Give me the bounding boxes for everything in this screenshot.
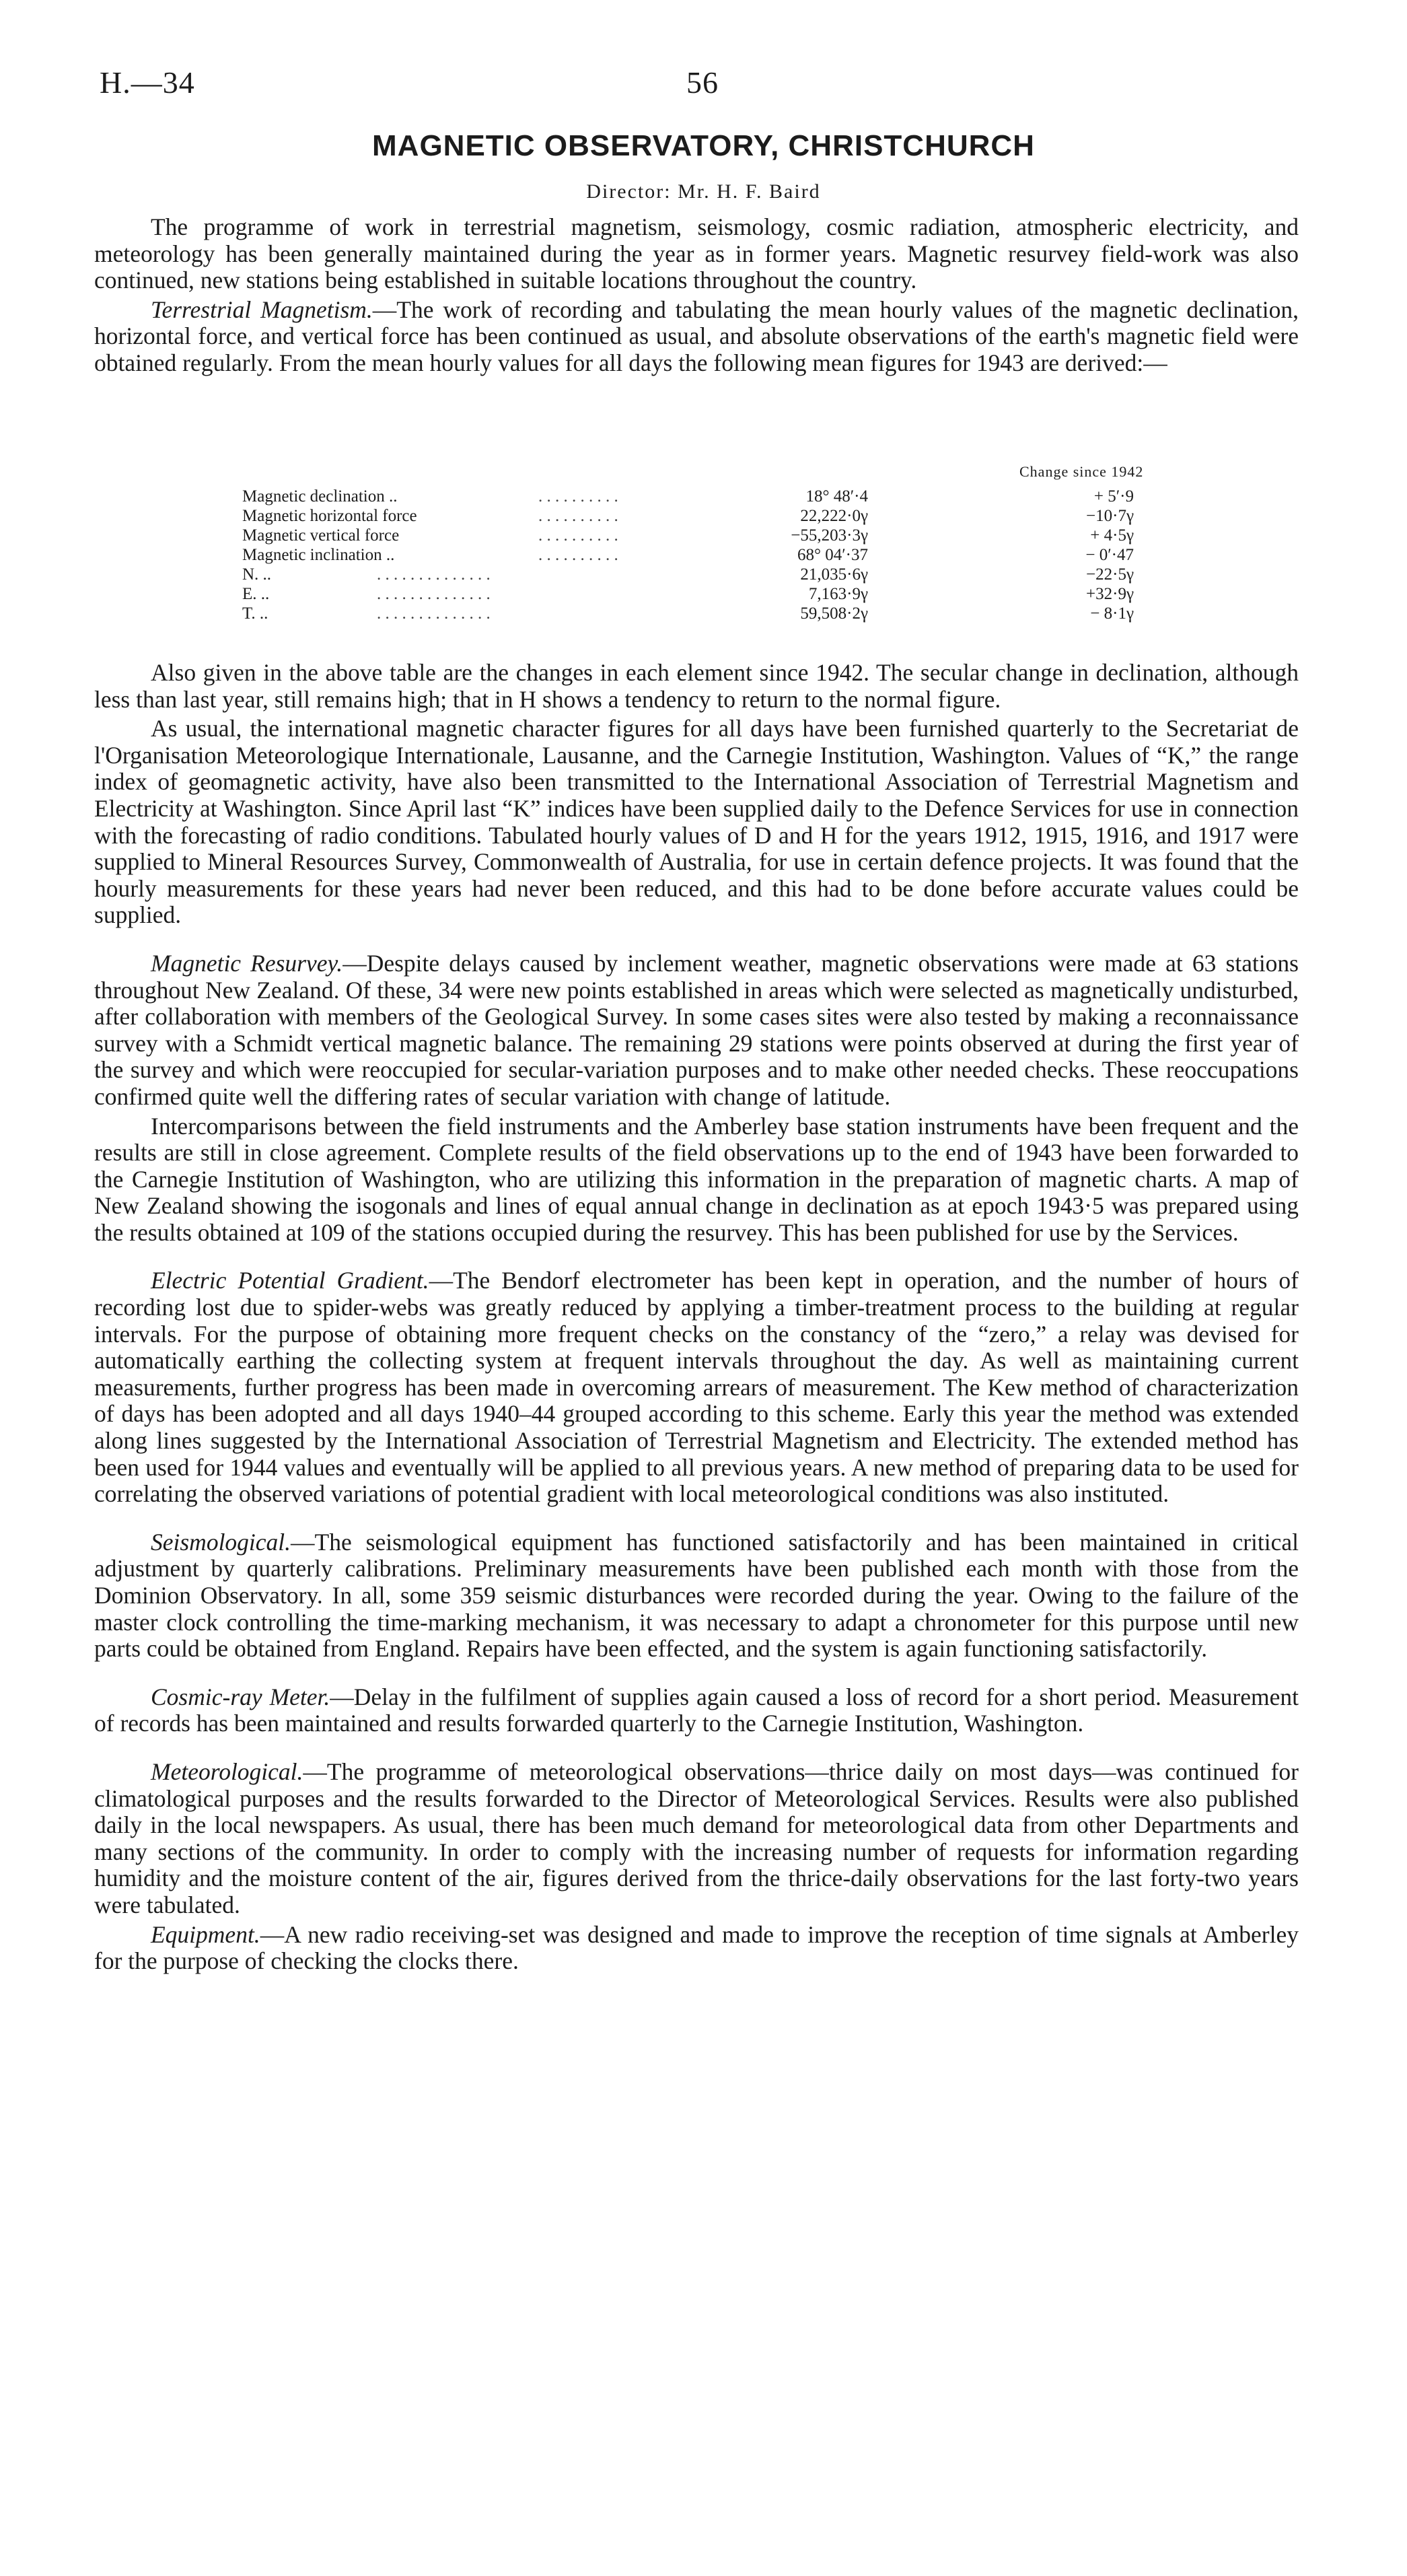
table-row [242,546,1204,565]
row-value: 22,222·0γ [800,507,868,525]
row-leader-dots: . . . . . . . . . . [538,507,618,525]
row-value: 68° 04′·37 [797,546,868,564]
row-value: 18° 48′·4 [805,487,868,506]
row-value: 21,035·6γ [800,565,868,584]
table-row [242,585,1204,604]
equipment-paragraph [94,1922,1299,1975]
row-label: Magnetic inclination .. [242,546,395,564]
electric-heading: Electric Potential Gradient. [151,1267,429,1294]
meteorological-paragraph [94,1759,1299,1919]
row-leader-dots: . . . . . . . . . . [538,487,618,506]
row-change: + 5′·9 [1093,487,1134,506]
electric-text: —The Bendorf electrometer has been kept in operation, and the number of hours of recording lost due to spider-webs was greatly reduced by applying a timber-treatment process to the building at regular intervals. For the purpose of obtaining more frequent checks on the constancy of the “zero,” a relay was devised for automatically earthing the collecting system at frequent intervals throughout the day. As well as maintaining current measurements, further progress has been made in overcoming arrears of measurement. The Kew method of characterization of days has been adopted and all days 1940–44 grouped according to this scheme. Early this year the method was extended along lines suggested by the International Association of Terrestrial Magnetism and Electricity. The extended method has been used for 1944 values and eventually will be applied to all previous years. A new method of preparing data to be used for correlating the observed variations of potential gradient with local meteorological conditions was also instituted. [94,1267,1299,1508]
row-label: N. .. [242,565,272,584]
row-change: −10·7γ [1086,507,1134,525]
equipment-text: —A new radio receiving-set was designed and made to improve the reception of time signals at Amberley for the purpose of checking the clocks there. [94,1920,1299,1975]
resurvey-heading: Magnetic Resurvey. [151,949,343,977]
row-leader-dots: . . . . . . . . . . . . . . [377,604,491,623]
table-row [242,507,1204,526]
table-row [242,526,1204,546]
row-leader-dots: . . . . . . . . . . [538,526,618,545]
intro-paragraph: The programme of work in terrestrial magnetism, seismology, cosmic radiation, atmospheric electricity, and meteorology has been generally maintained during the year as in former years. Magnetic resurvey field-work was also continued, new stations being established in suitable locations throughout the country. [94,213,1299,294]
table-row [242,604,1204,624]
character-figures-paragraph: As usual, the international magnetic character figures for all days have been furnished quarterly to the Secretariat de l'Organisation Meteorologique Internationale, Lausanne, and the Carnegie Institution, Washington. Values of “K,” the range index of geomagnetic activity, have also been transmitted to the International Association of Terrestrial Magnetism and Electricity at Washington. Since April last “K” indices have been supplied daily to the Defence Services for use in connection with the forecasting of radio conditions. Tabulated hourly values of D and H for the years 1912, 1915, 1916, and 1917 were supplied to Mineral Resources Survey, Commonwealth of Australia, for use in certain defence projects. It was found that the hourly measurements for these years had never been reduced, and this had to be done before accurate values could be supplied. [94,715,1299,929]
resurvey-paragraph [94,950,1299,1111]
electric-paragraph [94,1267,1299,1507]
table-row [242,487,1204,507]
page-number: 56 [686,65,719,100]
cosmic-ray-heading: Cosmic-ray Meter. [151,1683,330,1710]
meteorological-text: —The programme of meteorological observations—thrice daily on most days—was continued for climatological purposes and the results forwarded to the Director of Meteorological Services. Results were also published daily in the local newspapers. As usual, there has been much demand for meteorological data from other Departments and many sections of the community. In order to comply with the increasing number of requests for information regarding humidity and the moisture content of the air, figures derived from the thrice-daily observations for the last forty-two years were tabulated. [94,1757,1299,1918]
row-label: T. .. [242,604,268,623]
page-title: MAGNETIC OBSERVATORY, CHRISTCHURCH [372,129,1035,162]
row-value: 7,163·9γ [808,585,868,603]
row-leader-dots: . . . . . . . . . . . . . . [377,585,491,603]
terrestrial-text: —The work of recording and tabulating the mean hourly values of the magnetic declination, horizontal force, and vertical force has been continued as usual, and absolute observations of the earth's magnetic field were obtained regularly. From the mean hourly values for all days the following mean figures for 1943 are derived:— [94,295,1299,376]
terrestrial-heading: Terrestrial Magnetism. [151,295,373,323]
row-label: Magnetic horizontal force [242,507,417,525]
main-text [94,660,1299,1978]
row-leader-dots: . . . . . . . . . . [538,546,618,564]
intro-section [94,214,1299,380]
resurvey-text: —Despite delays caused by inclement weather, magnetic observations were made at 63 stations throughout New Zealand. Of these, 34 were new points established in areas which were selected as magnetically undisturbed, after collaboration with members of the Geological Survey. In some cases sites were also tested by making a reconnaissance survey with a Schmidt vertical magnetic balance. The remaining 29 stations were points observed at during the first year of the survey and which were reoccupied for secular-variation purposes and to make other needed checks. These reoccupations confirmed quite well the differing rates of secular variation with change of latitude. [94,949,1299,1110]
terrestrial-paragraph [94,297,1299,377]
row-label: E. .. [242,585,270,603]
row-change: +32·9γ [1086,585,1134,603]
row-change: + 4·5γ [1090,526,1134,545]
cosmic-ray-paragraph [94,1684,1299,1737]
change-column-header: Change since 1942 [1019,463,1144,480]
row-change: − 8·1γ [1090,604,1134,623]
row-value: 59,508·2γ [800,604,868,623]
row-change: − 0′·47 [1085,546,1134,564]
report-reference: H.—34 [100,65,195,100]
changes-paragraph: Also given in the above table are the changes in each element since 1942. The secular change in declination, although less than last year, still remains high; that in H shows a tendency to return to the normal figure. [94,659,1299,713]
cosmic-ray-text: —Delay in the fulfilment of supplies again caused a loss of record for a short period. Measurement of records has been maintained and results forwarded quarterly to the Carnegie Institution, Washington. [94,1683,1299,1737]
seismological-paragraph [94,1529,1299,1663]
seismological-text: —The seismological equipment has functioned satisfactorily and has been maintained in critical adjustment by quarterly calibrations. Preliminary measurements have been published each month with those from the Dominion Observatory. In all, some 359 seismic disturbances were recorded during the year. Owing to the failure of the master clock controlling the time-marking mechanism, it was necessary to adapt a chronometer for this purpose until new parts could be obtained from England. Repairs have been effected, and the system is again functioning satisfactorily. [94,1528,1299,1663]
director-line: Director: Mr. H. F. Baird [586,180,821,203]
row-label: Magnetic vertical force [242,526,400,545]
row-change: −22·5γ [1086,565,1134,584]
equipment-heading: Equipment. [151,1920,260,1948]
intercomparisons-paragraph: Intercomparisons between the field instruments and the Amberley base station instruments have been frequent and the results are still in close agreement. Complete results of the field observations up to the end of 1943 have been forwarded to the Carnegie Institution of Washington, who are utilizing this information in the preparation of magnetic charts. A map of New Zealand showing the isogonals and lines of equal annual change in declination as at epoch 1943·5 was prepared using the results obtained at 109 of the stations occupied during the resurvey. This has been published for use by the Services. [94,1112,1299,1246]
seismological-heading: Seismological. [151,1528,291,1556]
row-leader-dots: . . . . . . . . . . . . . . [377,565,491,584]
row-value: −55,203·3γ [791,526,868,545]
table-row [242,565,1204,585]
meteorological-heading: Meteorological. [151,1757,303,1785]
row-label: Magnetic declination .. [242,487,398,506]
